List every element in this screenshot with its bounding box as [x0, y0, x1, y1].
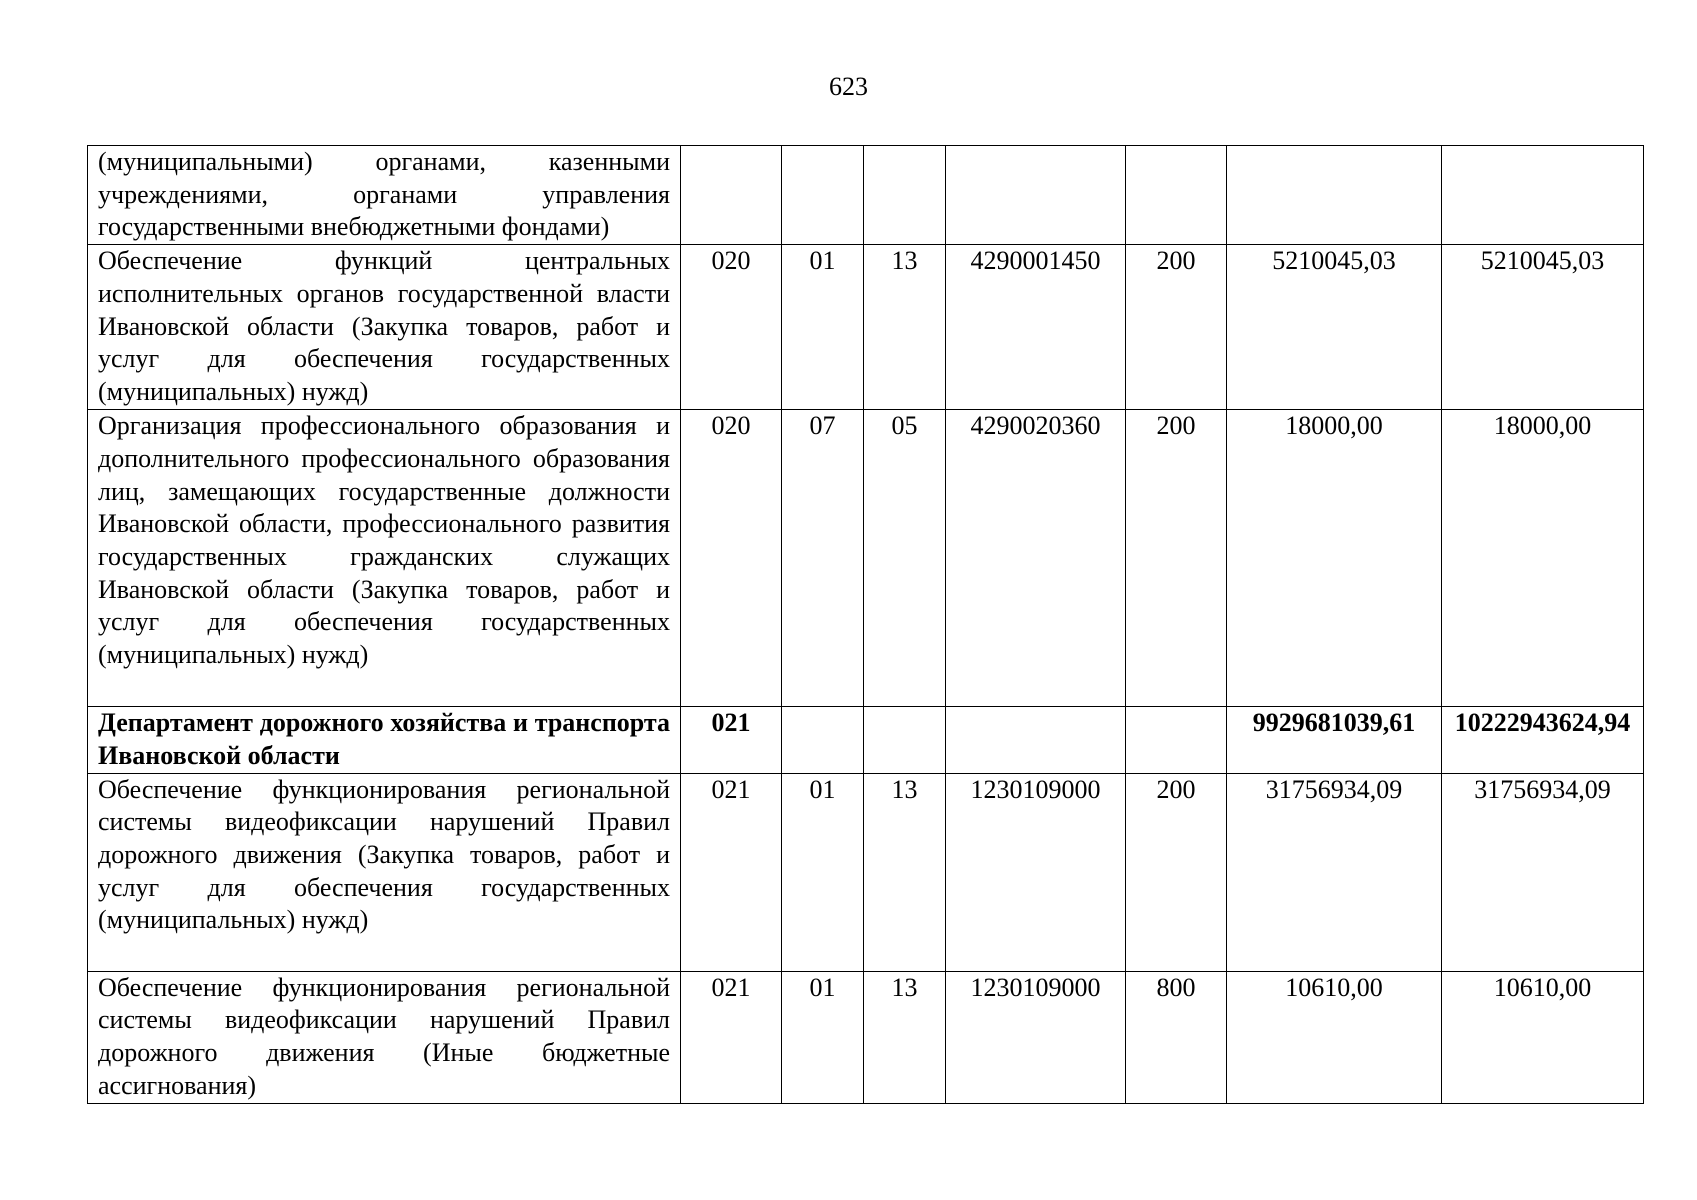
target-code: [946, 707, 1126, 773]
section-code: 01: [782, 773, 864, 971]
sum-year-2: 10222943624,94: [1442, 707, 1644, 773]
row-name: (муниципальными) органами, казенными учреждениями, органами управления государственными внебюджетными фондами): [88, 146, 681, 245]
expense-type-code: 200: [1126, 245, 1227, 410]
sum-year-1: 31756934,09: [1227, 773, 1442, 971]
target-code: 4290001450: [946, 245, 1126, 410]
table-row-department: [88, 707, 1644, 773]
subsection-code: 13: [864, 245, 946, 410]
expense-type-code: 200: [1126, 773, 1227, 971]
page-number: 623: [829, 72, 868, 101]
table-row: [88, 971, 1644, 1103]
row-name: Организация профессионального образования и дополнительного профессионального образования лиц, замещающих государственные должности Ивановской области, профессионального развития государственных гражданских служащих Ивановской области (Закупка товаров, работ и услуг для обеспечения государственных (муниципальных) нужд): [88, 410, 681, 707]
subsection-code: 05: [864, 410, 946, 707]
sum-year-2: [1442, 146, 1644, 245]
section-code: [782, 146, 864, 245]
ministry-code: 020: [681, 245, 782, 410]
ministry-code: 021: [681, 707, 782, 773]
target-code: 4290020360: [946, 410, 1126, 707]
section-code: 01: [782, 971, 864, 1103]
sum-year-1: [1227, 146, 1442, 245]
sum-year-2: 18000,00: [1442, 410, 1644, 707]
table-row: [88, 245, 1644, 410]
target-code: 1230109000: [946, 773, 1126, 971]
ministry-code: 021: [681, 971, 782, 1103]
subsection-code: 13: [864, 773, 946, 971]
budget-table: [87, 145, 1644, 1104]
sum-year-2: 31756934,09: [1442, 773, 1644, 971]
expense-type-code: 200: [1126, 410, 1227, 707]
section-code: [782, 707, 864, 773]
expense-type-code: [1126, 146, 1227, 245]
table-row: [88, 410, 1644, 707]
table-row: [88, 773, 1644, 971]
row-name: Обеспечение функционирования региональной системы видеофиксации нарушений Правил дорожного движения (Иные бюджетные ассигнования): [88, 971, 681, 1103]
target-code: [946, 146, 1126, 245]
section-code: 07: [782, 410, 864, 707]
row-name: Обеспечение функций центральных исполнительных органов государственной власти Ивановской области (Закупка товаров, работ и услуг для обеспечения государственных (муниципальных) нужд): [88, 245, 681, 410]
sum-year-1: 9929681039,61: [1227, 707, 1442, 773]
expense-type-code: [1126, 707, 1227, 773]
sum-year-1: 5210045,03: [1227, 245, 1442, 410]
sum-year-1: 18000,00: [1227, 410, 1442, 707]
subsection-code: [864, 707, 946, 773]
sum-year-2: 5210045,03: [1442, 245, 1644, 410]
target-code: 1230109000: [946, 971, 1126, 1103]
ministry-code: 020: [681, 410, 782, 707]
ministry-code: [681, 146, 782, 245]
row-name: Департамент дорожного хозяйства и транспорта Ивановской области: [88, 707, 681, 773]
row-name: Обеспечение функционирования региональной системы видеофиксации нарушений Правил дорожного движения (Закупка товаров, работ и услуг для обеспечения государственных (муниципальных) нужд): [88, 773, 681, 971]
section-code: 01: [782, 245, 864, 410]
sum-year-1: 10610,00: [1227, 971, 1442, 1103]
expense-type-code: 800: [1126, 971, 1227, 1103]
subsection-code: [864, 146, 946, 245]
table-row: [88, 146, 1644, 245]
ministry-code: 021: [681, 773, 782, 971]
sum-year-2: 10610,00: [1442, 971, 1644, 1103]
subsection-code: 13: [864, 971, 946, 1103]
